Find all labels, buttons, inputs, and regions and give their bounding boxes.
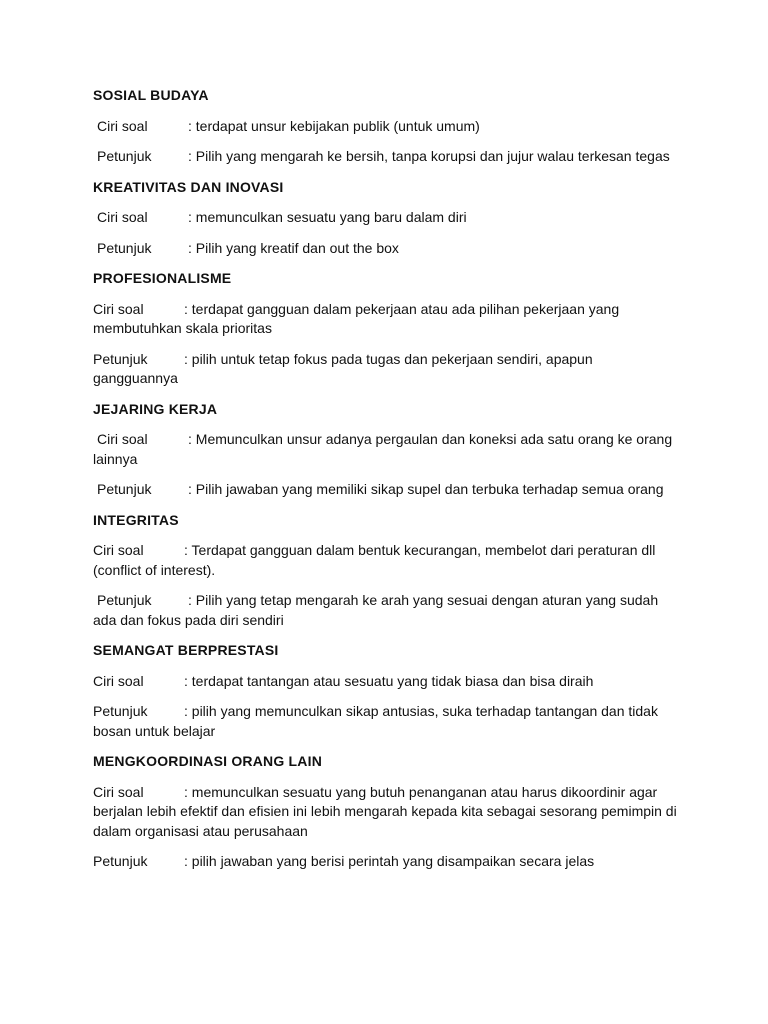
ciri-soal-text: : terdapat tantangan atau sesuatu yang tidak biasa dan bisa diraih [184,672,594,689]
petunjuk-text: : Pilih yang kreatif dan out the box [188,239,399,256]
ciri-soal-paragraph [93,541,678,580]
section-mengkoordinasi-orang-lain [93,752,678,872]
ciri-soal-text: : Terdapat gangguan dalam bentuk kecurangan, membelot dari peraturan dll (conflict of interest). [93,542,656,578]
section-heading: SOSIAL BUDAYA [93,87,209,103]
section-heading: SEMANGAT BERPRESTASI [93,642,279,658]
ciri-soal-text: : terdapat gangguan dalam pekerjaan atau ada pilihan pekerjaan yang membutuhkan skala prioritas [93,300,620,336]
section-kreativitas-dan-inovasi [93,178,678,259]
ciri-soal-text: : memunculkan sesuatu yang butuh penanganan atau harus dikoordinir agar berjalan lebih efektif dan efisien ini lebih mengarah kepada kita sebagai sesorang pemimpin di dalam organisasi atau perusahaan [93,783,677,839]
petunjuk-paragraph [93,591,678,630]
petunjuk-text: : pilih jawaban yang berisi perintah yang disampaikan secara jelas [184,853,595,869]
ciri-soal-text: : terdapat unsur kebijakan publik (untuk umum) [188,117,480,134]
petunjuk-text: : pilih yang memunculkan sikap antusias, suka terhadap tantangan dan tidak bosan untuk belajar [93,703,658,739]
petunjuk-label: Petunjuk [97,481,152,497]
ciri-soal-label: Ciri soal [93,300,144,317]
petunjuk-label: Petunjuk [97,592,152,608]
section-profesionalisme [93,269,678,389]
section-heading: MENGKOORDINASI ORANG LAIN [93,753,322,769]
ciri-soal-paragraph [93,208,678,228]
petunjuk-text: : Pilih yang tetap mengarah ke arah yang sesuai dengan aturan yang sudah ada dan fokus pada diri sendiri [93,592,659,628]
ciri-soal-text: : Memunculkan unsur adanya pergaulan dan koneksi ada satu orang ke orang lainnya [93,431,673,467]
section-heading: INTEGRITAS [93,511,179,528]
section-sosial-budaya [93,86,678,167]
document-body [93,86,678,883]
ciri-soal-label: Ciri soal [93,783,144,800]
petunjuk-text: : Pilih jawaban yang memiliki sikap supel dan terbuka terhadap semua orang [188,481,664,497]
ciri-soal-text: : memunculkan sesuatu yang baru dalam diri [188,209,467,225]
section-heading: JEJARING KERJA [93,400,218,417]
petunjuk-paragraph [93,852,678,872]
petunjuk-label: Petunjuk [97,148,152,164]
ciri-soal-paragraph [93,783,678,842]
petunjuk-paragraph [93,239,678,259]
ciri-soal-label: Ciri soal [97,209,148,225]
petunjuk-label: Petunjuk [93,703,148,719]
petunjuk-paragraph [93,350,678,389]
ciri-soal-paragraph [93,300,678,339]
ciri-soal-label: Ciri soal [93,542,144,558]
petunjuk-text: : pilih untuk tetap fokus pada tugas dan pekerjaan sendiri, apapun gangguannya [93,350,593,386]
ciri-soal-paragraph [93,672,678,692]
section-heading: KREATIVITAS DAN INOVASI [93,178,284,195]
ciri-soal-label: Ciri soal [93,672,144,689]
petunjuk-text: : Pilih yang mengarah ke bersih, tanpa korupsi dan jujur walau terkesan tegas [188,148,670,164]
section-heading: PROFESIONALISME [93,270,232,286]
petunjuk-label: Petunjuk [93,853,148,869]
petunjuk-paragraph [93,480,678,500]
ciri-soal-paragraph [93,117,678,137]
petunjuk-label: Petunjuk [93,350,148,367]
petunjuk-paragraph [93,147,678,167]
petunjuk-label: Petunjuk [97,239,152,256]
section-semangat-berprestasi [93,641,678,741]
section-jejaring-kerja [93,400,678,500]
section-integritas [93,511,678,631]
ciri-soal-paragraph [93,430,678,469]
petunjuk-paragraph [93,702,678,741]
ciri-soal-label: Ciri soal [97,117,148,134]
ciri-soal-label: Ciri soal [97,431,148,447]
